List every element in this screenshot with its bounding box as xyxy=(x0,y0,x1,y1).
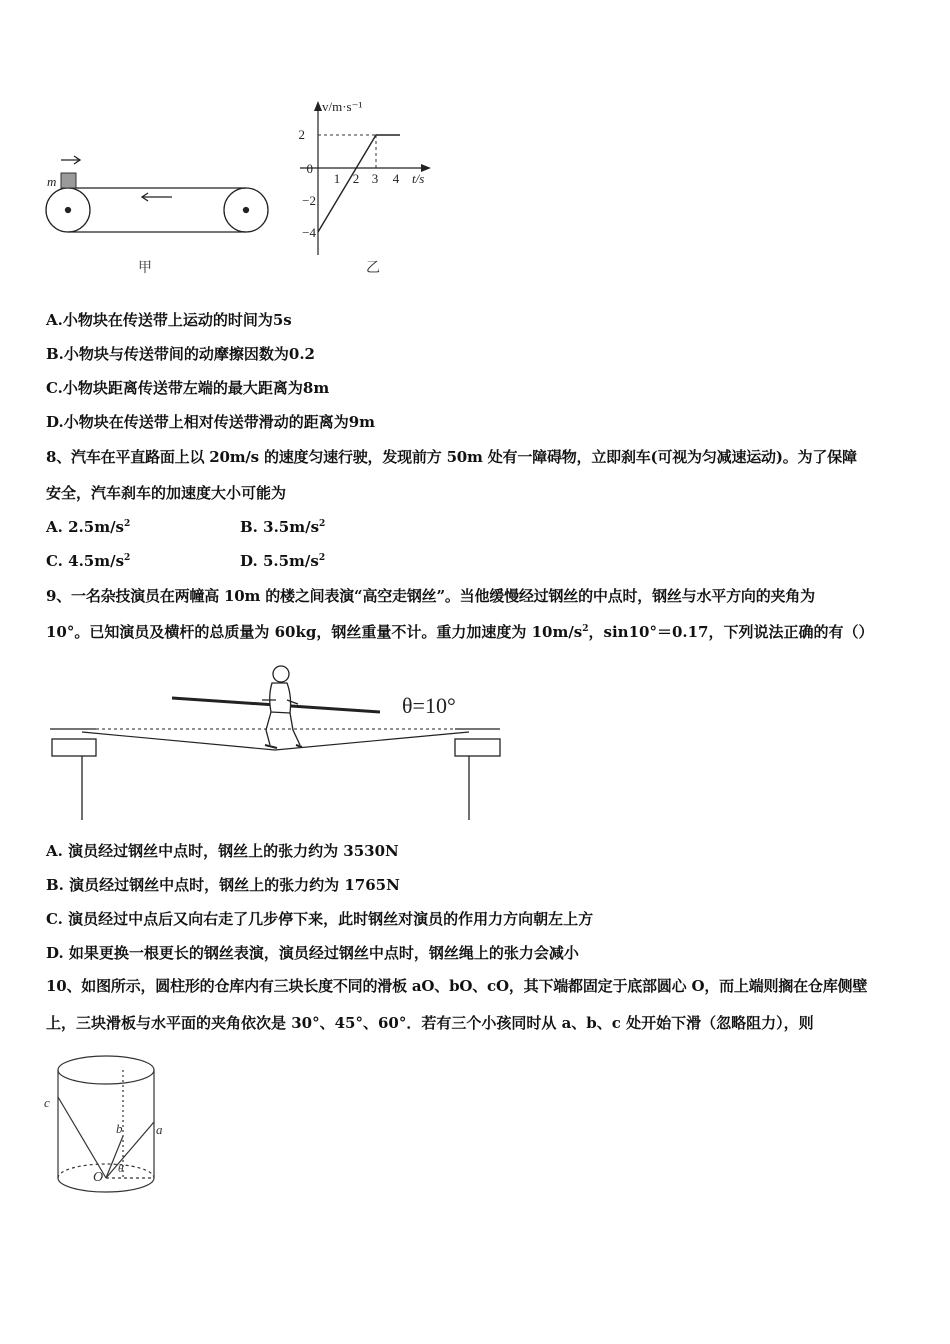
label-o: O xyxy=(93,1170,104,1185)
vt-graph xyxy=(299,99,432,255)
vt-axis-x-label: t/s xyxy=(412,171,425,186)
vt-tick-y: −2 xyxy=(302,193,316,208)
q9-option-b: B. 演员经过钢丝中点时，钢丝上的张力约为 1765N xyxy=(46,876,400,894)
q8-option-c: C. $4.5m/s^2$ xyxy=(46,552,131,570)
q9-option-d: D. 如果更换一根更长的钢丝表演，演员经过钢丝中点时，钢丝绳上的张力会减小 xyxy=(46,944,579,962)
vt-axis-y-label: v/m·s⁻¹ xyxy=(322,99,363,114)
figure-top xyxy=(0,90,950,285)
q7-option-a: A.小物块在传送带上运动的时间为5s xyxy=(46,311,292,329)
theta-label: θ=10° xyxy=(402,693,456,718)
tightrope-figure xyxy=(0,660,520,825)
q9-option-c: C. 演员经过中点后又向右走了几步停下来，此时钢丝对演员的作用力方向朝左上方 xyxy=(46,910,594,928)
velocity-arrow-icon xyxy=(61,156,80,164)
caption-yi: 乙 xyxy=(366,260,380,276)
label-theta: θ xyxy=(118,1163,124,1175)
cylinder-figure xyxy=(0,1045,200,1205)
vt-tick-x: 1 xyxy=(333,171,341,186)
label-a: a xyxy=(156,1122,163,1137)
q7-option-b: B.小物块与传送带间的动摩擦因数为0.2 xyxy=(46,345,315,363)
vt-tick-x: 2 xyxy=(352,171,360,186)
caption-jia: 甲 xyxy=(138,260,152,276)
vt-tick-x: 3 xyxy=(371,171,379,186)
q8-stem-line2: 安全，汽车刹车的加速度大小可能为 xyxy=(46,484,287,502)
vt-tick-y: 2 xyxy=(298,127,305,142)
label-b: b xyxy=(116,1121,123,1136)
conveyor-figure xyxy=(46,188,268,232)
mass-label: m xyxy=(47,174,57,189)
vt-tick-y: 0 xyxy=(306,161,313,176)
q8-stem-line1: 8、汽车在平直路面上以 20m/s 的速度匀速行驶，发现前方 50m 处有一障碍物，立即刹车(可视为匀减速运动)。为了保障 xyxy=(46,448,857,466)
vt-tick-y: −4 xyxy=(302,225,316,240)
q9-stem-line1: 9、一名杂技演员在两幢高 10m 的楼之间表演“高空走钢丝”。当他缓慢经过钢丝的中点时，钢丝与水平方向的夹角为 xyxy=(46,587,815,605)
q10-stem-line2: 上，三块滑板与水平面的夹角依次是 30°、45°、60°．若有三个小孩同时从 a、b、c 处开始下滑（忽略阻力），则 xyxy=(46,1014,814,1032)
q7-option-c: C.小物块距离传送带左端的最大距离为8m xyxy=(46,379,330,397)
q10-stem-line1: 10、如图所示，圆柱形的仓库内有三块长度不同的滑板 aO、bO、cO，其下端都固定于底部圆心 O，而上端则搁在仓库侧壁 xyxy=(46,977,868,995)
q8-option-d: D. $5.5m/s^2$ xyxy=(240,552,326,570)
q9-stem-line2: 10°。已知演员及横杆的总质量为 60kg，钢丝重量不计。重力加速度为 $10m/s^2$，sin10°＝0.17，下列说法正确的有（） xyxy=(46,623,874,641)
q8-option-b: B. $3.5m/s^2$ xyxy=(240,518,326,536)
vt-tick-x: 4 xyxy=(392,171,400,186)
q7-option-d: D.小物块在传送带上相对传送带滑动的距离为9m xyxy=(46,413,376,431)
q9-option-a: A. 演员经过钢丝中点时，钢丝上的张力约为 3530N xyxy=(46,842,399,860)
q8-option-a: A. $2.5m/s^2$ xyxy=(46,518,131,536)
mass-block xyxy=(61,173,76,188)
label-c: c xyxy=(44,1095,50,1110)
